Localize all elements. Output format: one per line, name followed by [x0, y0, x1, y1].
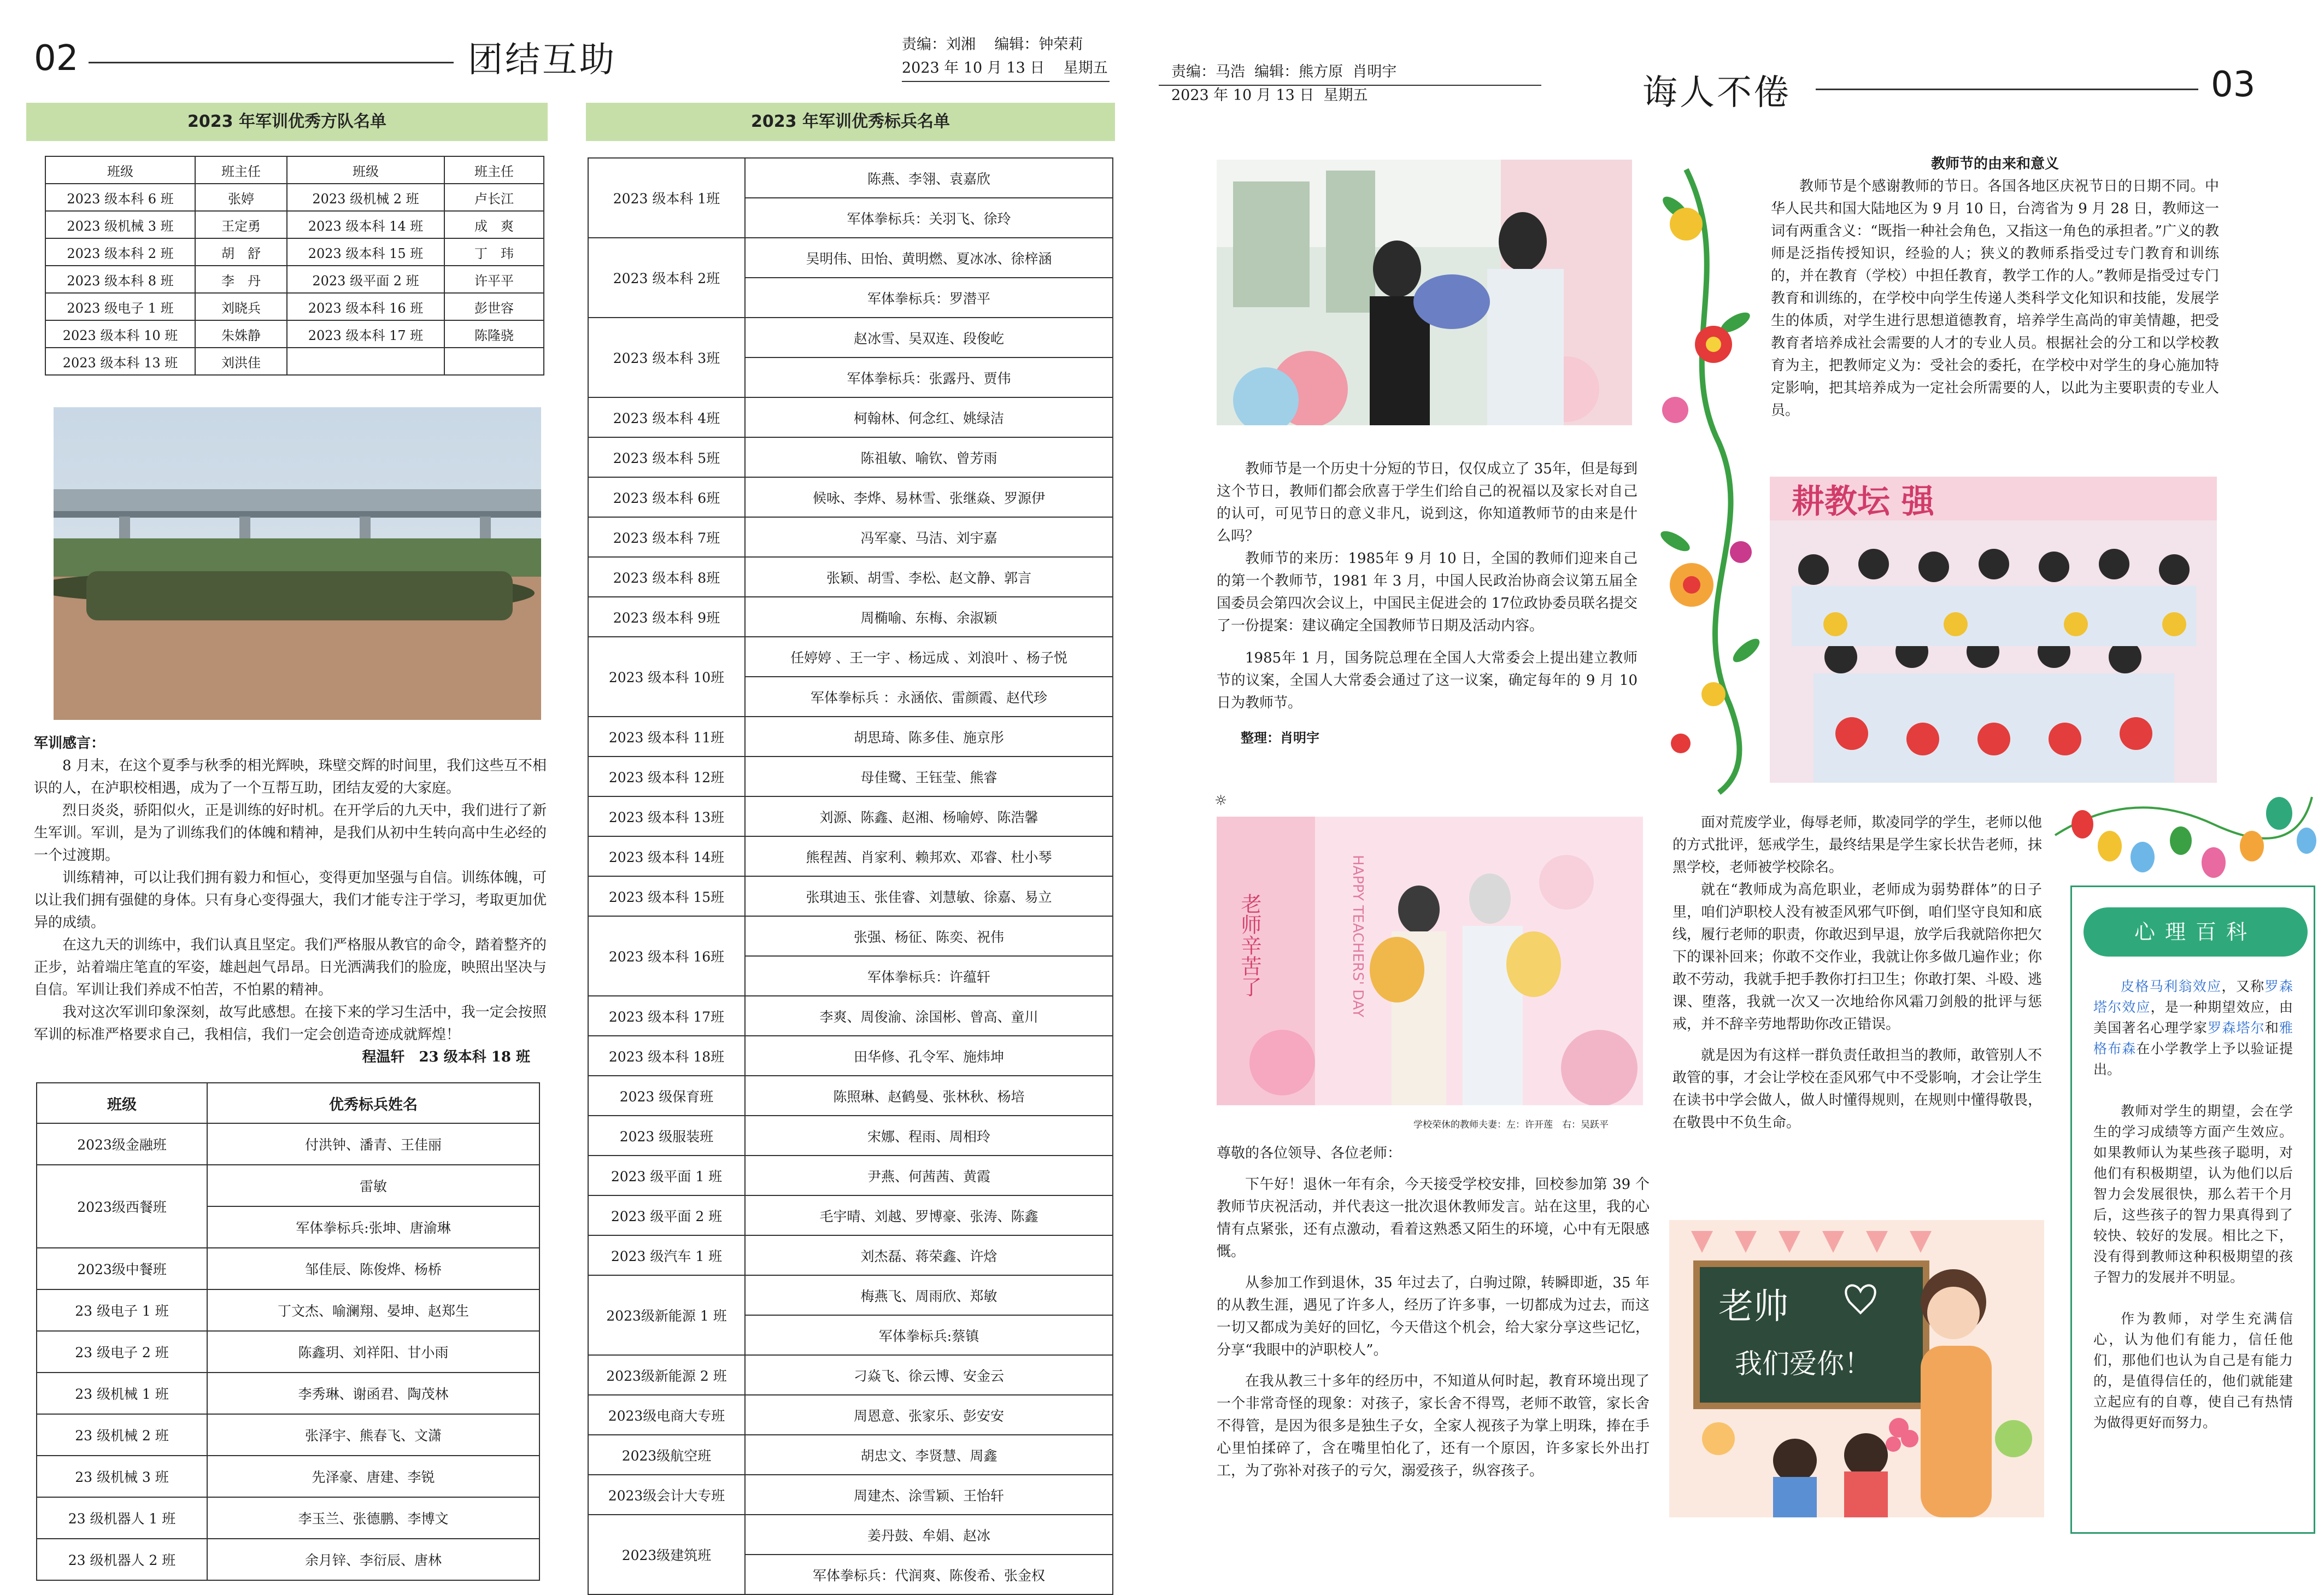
- military-essay: [34, 732, 547, 1069]
- table-row: [45, 184, 544, 211]
- squad-table: [45, 156, 544, 376]
- class-name-cell: 2023 级本科 11班: [588, 717, 745, 757]
- award-ceremony-photo: [1217, 160, 1632, 425]
- standard-banner: 2023 年军训优秀标兵名单: [586, 103, 1115, 141]
- teachers-day-intro: [1217, 458, 1638, 749]
- student-names-cell: 张泽宇、熊春飞、文潇: [207, 1414, 539, 1456]
- rosenthal-link[interactable]: 罗森塔尔: [2208, 1020, 2265, 1036]
- teachers-day-origin: [1771, 153, 2219, 422]
- class-name-cell: 2023 级本科 12班: [588, 757, 745, 796]
- student-names-cell: 李玉兰、张德鹏、李博文: [207, 1497, 539, 1539]
- class-name-cell: 2023 级汽车 1 班: [588, 1235, 745, 1275]
- student-names-cell: 任婷婷 、王一宇 、杨远成 、刘浪叶 、杨子悦: [745, 637, 1113, 677]
- student-names-cell: 张琪迪玉、张佳睿、刘慧敏、徐嘉、易立: [745, 876, 1113, 916]
- squad-header-cell: 班主任: [444, 156, 544, 184]
- squad-cell: 2023 级本科 16 班: [287, 293, 444, 320]
- class-name-cell: 2023级金融班: [37, 1123, 207, 1165]
- squad-cell: 2023 级电子 1 班: [45, 293, 195, 320]
- squad-header-cell: 班主任: [195, 156, 287, 184]
- student-names-cell: 军体拳标兵:蔡镇: [745, 1315, 1113, 1355]
- table-row: [588, 637, 1113, 677]
- speech-paragraph: 在我从教三十多年的经历中，不知道从何时起，教育环境出现了一个非常奇怪的现象：对孩子，家长舍不得骂，老师不敢管，家长舍不得管，是因为很多是独生子女，全家人视孩子为掌上明珠，捧在手心里怕揉碎了，含在嘴里怕化了，还有一个原因，许多家长外出打工，为了弥补对孩子的亏欠，溺爱孩子，纵容孩子。: [1217, 1373, 1650, 1479]
- essay-paragraph: 我对这次军训印象深刻，故写此感想。在接下来的学习生活中，我一定会按照军训的标准严格要求自己，我相信，我们一定会创造奇迹成就辉煌！: [34, 1004, 547, 1043]
- student-names-cell: 邹佳辰、陈俊烨、杨桥: [207, 1248, 539, 1289]
- poster-text: 耕教坛 强: [1792, 483, 1934, 521]
- student-names-cell: 军体拳标兵：罗潜平: [745, 278, 1113, 318]
- student-names-cell: 胡思琦、陈多佳、施京彤: [745, 717, 1113, 757]
- table-row: [37, 1373, 539, 1414]
- banner-vertical-text: 老师辛苦了: [1237, 893, 1261, 997]
- table-row: [588, 876, 1113, 916]
- psychology-title: 心理百科: [2084, 907, 2308, 957]
- student-names-cell: 宋娜、程雨、周相玲: [745, 1116, 1113, 1156]
- student-names-cell: 丁文杰、喻澜翔、晏坤、赵郑生: [207, 1289, 539, 1331]
- class-name-cell: 23 级机械 3 班: [37, 1456, 207, 1497]
- student-names-cell: 张颖、胡雪、李松、赵文静、郭言: [745, 557, 1113, 597]
- class-name-cell: 2023 级本科 1班: [588, 158, 745, 238]
- table-row: [588, 1036, 1113, 1076]
- table-row: [37, 1497, 539, 1539]
- class-name-cell: 2023 级本科 5班: [588, 437, 745, 477]
- speech-paragraph: 面对荒废学业，侮辱老师，欺凌同学的学生，老师以他的方式批评，惩戒学生，最终结果是学生家长状告老师，抹黑学校，老师被学校除名。: [1672, 814, 2043, 876]
- left-editor-line: 责编：刘湘 编辑：钟荣莉: [902, 36, 1083, 53]
- squad-cell: 2023 级平面 2 班: [287, 266, 444, 293]
- table-row: [588, 597, 1113, 637]
- table-row: [588, 557, 1113, 597]
- squad-cell: 朱姝静: [195, 320, 287, 348]
- class-name-cell: 2023 级本科 14班: [588, 836, 745, 876]
- student-names-cell: 胡忠文、李贤慧、周鑫: [745, 1435, 1113, 1475]
- speech-paragraph: 从参加工作到退休，35 年过去了，白驹过隙，转瞬即逝，35 年的从教生涯，遇见了许多人，经历了许多事，一切都成为过去，而这一切又都成为美好的回忆，今天借这个机会，给大家分享这些记忆，分享“我眼中的泸职校人”。: [1217, 1275, 1650, 1358]
- organizer-line: 整理：肖明宇: [1241, 730, 1319, 746]
- student-names-cell: 付洪钟、潘青、王佳丽: [207, 1123, 539, 1165]
- table-row: [588, 916, 1113, 956]
- retired-teachers-photo: [1217, 817, 1643, 1105]
- student-names-cell: 军体拳标兵：许蕴轩: [745, 956, 1113, 996]
- table-row: [588, 1395, 1113, 1435]
- squad-cell: 2023 级本科 10 班: [45, 320, 195, 348]
- table-row: [588, 318, 1113, 357]
- squad-cell: 李 丹: [195, 266, 287, 293]
- speech-paragraph: 就是因为有这样一群负责任敢担当的教师，敢管别人不敢管的事，才会让学校在歪风邪气中不受影响，才会让学生在读书中学会做人，做人时懂得规则，在规则中懂得敬畏，在敬畏中不负生命。: [1672, 1047, 2043, 1131]
- intro-paragraph: 教师节是一个历史十分短的节日，仅仅成立了 35年，但是每到这个节日，教师们都会欣喜于学生们给自己的祝福以及家长对自己的认可，可见节日的意义非凡，说到这，你知道教师节的由来是什么吗？: [1217, 461, 1638, 544]
- pygmalion-link[interactable]: 皮格马利翁效应: [2121, 978, 2222, 994]
- speech-paragraph: 下午好！退休一年有余，今天接受学校安排，回校参加第 39 个教师节庆祝活动，并代表这一批次退休教师发言。站在这里，我的心情有点紧张，还有点激动，看着这熟悉又陌生的环境，心中有无限感慨。: [1217, 1176, 1650, 1260]
- squad-cell: 刘晓兵: [195, 293, 287, 320]
- class-name-cell: 2023 级本科 6班: [588, 477, 745, 517]
- student-names-cell: 陈祖敏、喻钦、曾芳雨: [745, 437, 1113, 477]
- student-names-cell: 柯翰林、何念红、姚绿洁: [745, 397, 1113, 437]
- class-name-cell: 2023 级保育班: [588, 1076, 745, 1116]
- table-row: [37, 1414, 539, 1456]
- class-name-cell: 2023 级本科 18班: [588, 1036, 745, 1076]
- left-page-title: 团结互助: [468, 40, 617, 80]
- col-header-class: 班级: [37, 1083, 207, 1123]
- table-row: [588, 717, 1113, 757]
- teacher-cartoon-illustration: [1669, 1220, 2044, 1517]
- students-group-photo: [1770, 477, 2217, 783]
- balloons-decoration: [2050, 775, 2317, 884]
- banner-english-text: HAPPY TEACHERS' DAY: [1349, 855, 1366, 1018]
- class-name-cell: 23 级机器人 2 班: [37, 1539, 207, 1580]
- squad-cell: 张婷: [195, 184, 287, 211]
- student-names-cell: 雷敏: [207, 1165, 539, 1206]
- table-row: [37, 1331, 539, 1373]
- retiree-speech: [1217, 1142, 1650, 1482]
- squad-header-cell: 班级: [45, 156, 195, 184]
- speech-paragraph: 就在“教师成为高危职业，老师成为弱势群体”的日子里，咱们泸职校人没有被歪风邪气吓倒，咱们坚守良知和底线，履行老师的职责，你敢迟到早退，放学后我就陪你把欠下的课补回来；你敢不交作业，我就让你多做几遍作业；你敢不劳动，我就手把手教你打扫卫生；你敢打架、斗殴、逃课、堕落，我就一次又一次地给你风霜刀剑般的批评与惩戒，并不辞辛劳地帮助你改正错误。: [1672, 882, 2043, 1033]
- table-row: [588, 996, 1113, 1036]
- table-row: [37, 1456, 539, 1497]
- student-names-cell: 刘杰磊、蒋荣鑫、许焓: [745, 1235, 1113, 1275]
- squad-cell: 2023 级本科 14 班: [287, 211, 444, 238]
- squad-cell: 2023 级本科 2 班: [45, 238, 195, 266]
- class-name-cell: 2023级航空班: [588, 1435, 745, 1475]
- retired-photo-caption: 学校荣休的教师夫妻：左：许开莲 右：吴跃平: [1413, 1119, 1609, 1130]
- squad-cell: [287, 348, 444, 375]
- left-header-rule: [89, 62, 454, 63]
- student-names-cell: 李秀琳、谢函君、陶茂林: [207, 1373, 539, 1414]
- table-row: [588, 757, 1113, 796]
- student-names-cell: 陈燕、李翎、袁嘉欣: [745, 158, 1113, 198]
- table-row: [45, 238, 544, 266]
- squad-cell: 2023 级本科 8 班: [45, 266, 195, 293]
- student-names-cell: 赵冰雪、吴双连、段俊屹: [745, 318, 1113, 357]
- right-date-line: 2023 年 10 月 13 日 星期五: [1171, 87, 1368, 104]
- student-names-cell: 张强、杨征、陈奕、祝伟: [745, 916, 1113, 956]
- class-name-cell: 2023 级平面 1 班: [588, 1156, 745, 1195]
- student-names-cell: 尹燕、何茜茜、黄霞: [745, 1156, 1113, 1195]
- table-row: [37, 1539, 539, 1580]
- student-names-cell: 母佳鹭、王钰莹、熊睿: [745, 757, 1113, 796]
- squad-cell: 2023 级机械 3 班: [45, 211, 195, 238]
- psychology-paragraph: 作为教师，对学生充满信心，认为他们有能力，信任他们，那他们也认为自己是有能力的，是值得信任的，他们就能建立起应有的自尊，使自己有热情为做得更好而努力。: [2093, 1311, 2293, 1430]
- origin-paragraph: 教师节是个感谢教师的节日。各国各地区庆祝节日的日期不同。中华人民共和国大陆地区为 9 月 10 日，台湾省为 9 月 28 日，教师这一词有两重含义：“既指一种社会角色，又指这一角色的承担者。”广义的教师是泛指传授知识，经验的人；狭义的教师系指受过专门教育和训练的，并在教育（学校）中担任教育，教学工作的人。”教师是指受过专门教育和训练的，在学校中向学生传递人类科学文化知识和技能，发展学生的体质，对学生进行思想道德教育，培养学生高尚的审美情趣，把受教育者培养成社会需要的人才的专业人员。根据社会的分工和以学校教育为主，把教师定义为：受社会的委托，在学校中对学生的身心施加特定影响，把其培养成为一定社会所需要的人，以此为主要职责的专业人员。: [1771, 178, 2219, 419]
- student-names-cell: 军体拳标兵：张露丹、贾伟: [745, 357, 1113, 397]
- essay-paragraph: 烈日炎炎，骄阳似火，正是训练的好时机。在开学后的九天中，我们进行了新生军训。军训，是为了训练我们的体魄和精神，是我们从初中生转向高中生必经的一个过渡期。: [34, 802, 547, 864]
- student-names-cell: 候咏、李烨、易林雪、张继焱、罗源伊: [745, 477, 1113, 517]
- chalkboard-subtitle: 我们爱你！: [1735, 1348, 1871, 1380]
- table-row: [588, 1435, 1113, 1475]
- class-name-cell: 2023级电商大专班: [588, 1395, 745, 1435]
- squad-cell: 陈隆骁: [444, 320, 544, 348]
- student-names-cell: 田华修、孔令军、施炜坤: [745, 1036, 1113, 1076]
- table-row: [588, 477, 1113, 517]
- class-name-cell: 2023级西餐班: [37, 1165, 207, 1248]
- squad-cell: 刘洪佳: [195, 348, 287, 375]
- student-names-cell: 军体拳标兵：关羽飞、徐玲: [745, 198, 1113, 238]
- table-row: [45, 320, 544, 348]
- table-row: [37, 1289, 539, 1331]
- chalkboard-title: 老帅: [1718, 1287, 1788, 1327]
- right-header-rule: [1816, 89, 2198, 90]
- class-name-cell: 2023 级服装班: [588, 1116, 745, 1156]
- left-header-rule-short: [902, 81, 1110, 82]
- essay-paragraph: 在这九天的训练中，我们认真且坚定。我们严格服从教官的命令，踏着整齐的正步，站着端庄笔直的军姿，雄赳赳气昂昂。日光洒满我们的脸庞，映照出坚决与自信。军训让我们养成不怕苦，不怕累的精神。: [34, 937, 547, 998]
- table-row: [45, 293, 544, 320]
- class-name-cell: 23 级电子 2 班: [37, 1331, 207, 1373]
- student-names-cell: 熊程茜、肖家利、赖邦欢、邓睿、杜小琴: [745, 836, 1113, 876]
- class-name-cell: 2023 级本科 3班: [588, 318, 745, 397]
- right-editor-line: 责编：马浩 编辑：熊方原 肖明宇: [1171, 63, 1397, 80]
- psychology-paragraph-intro: 皮格马利翁效应，又称罗森塔尔效应，是一种期望效应，由美国著名心理学家罗森塔尔和雅格布森在小学教学上予以验证提出。: [2093, 978, 2293, 1077]
- table-row: [588, 1515, 1113, 1555]
- class-name-cell: 2023 级本科 13班: [588, 796, 745, 836]
- squad-cell: 2023 级本科 15 班: [287, 238, 444, 266]
- intro-paragraph: 教师节的来历：1985年 9 月 10 日，全国的教师们迎来自己的第一个教师节，1981 年 3 月，中国人民政治协商会议第五届全国委员会第四次会议上，中国民主促进会的 17位政协委员联名提交了一份提案：建议确定全国教师节日期及活动内容。: [1217, 550, 1638, 634]
- squad-cell: 王定勇: [195, 211, 287, 238]
- class-name-cell: 2023 级平面 2 班: [588, 1195, 745, 1235]
- class-name-cell: 2023级中餐班: [37, 1248, 207, 1289]
- table-row: [588, 1275, 1113, 1315]
- squad-cell: 2023 级机械 2 班: [287, 184, 444, 211]
- class-name-cell: 2023 级本科 7班: [588, 517, 745, 557]
- rosenthal-effect-link[interactable]: 罗森塔尔效应: [2093, 978, 2293, 1015]
- table-row: [588, 158, 1113, 198]
- table-row: [37, 1165, 539, 1206]
- student-names-cell: 毛宇晴、刘越、罗博豪、张涛、陈鑫: [745, 1195, 1113, 1235]
- retiree-speech-continued: [1672, 812, 2042, 1134]
- squad-cell: 胡 舒: [195, 238, 287, 266]
- squad-cell: 2023 级本科 17 班: [287, 320, 444, 348]
- jacobson-link[interactable]: 雅格布森: [2093, 1020, 2293, 1057]
- table-row: [588, 1116, 1113, 1156]
- left-date-line: 2023 年 10 月 13 日 星期五: [902, 60, 1108, 77]
- squad-cell: 成 爽: [444, 211, 544, 238]
- student-names-cell: 梅燕飞、周雨欣、郑敏: [745, 1275, 1113, 1315]
- class-name-cell: 23 级机械 1 班: [37, 1373, 207, 1414]
- standard-table-left: [36, 1082, 540, 1581]
- table-row: [588, 1156, 1113, 1195]
- right-page-number: 03: [2211, 64, 2256, 105]
- table-row: [588, 1355, 1113, 1395]
- student-names-cell: 吴明伟、田怡、黄明燃、夏冰冰、徐梓涵: [745, 238, 1113, 278]
- standard-table-right: [588, 157, 1113, 1595]
- student-names-cell: 刁焱飞、徐云博、安金云: [745, 1355, 1113, 1395]
- intro-paragraph: 1985年 1 月，国务院总理在全国人大常委会上提出建立教师节的议案，全国人大常委会通过了这一议案，确定每年的 9 月 10 日为教师节。: [1217, 650, 1638, 711]
- student-names-cell: 姜丹鼓、牟娟、赵冰: [745, 1515, 1113, 1555]
- class-name-cell: 2023 级本科 2班: [588, 238, 745, 318]
- psychology-paragraph: 教师对学生的期望，会在学生的学习成绩等方面产生效应。如果教师认为某些孩子聪明，对他们有积极期望，认为他们以后智力会发展很快，那么若干个月后，这些孩子的智力果真得到了较快、较好的发展。相比之下，没有得到教师这种积极期望的孩子智力的发展并不明显。: [2093, 1103, 2293, 1285]
- essay-paragraph: 训练精神，可以让我们拥有毅力和恒心，变得更加坚强与自信。训练体魄，可以让我们拥有强健的身体。只有身心变得强大，我们才能专注于学习，考取更加优异的成绩。: [34, 870, 547, 931]
- table-row: [37, 1248, 539, 1289]
- class-name-cell: 2023 级本科 4班: [588, 397, 745, 437]
- military-training-photo: [54, 407, 541, 720]
- class-name-cell: 2023级建筑班: [588, 1515, 745, 1594]
- class-name-cell: 2023 级本科 10班: [588, 637, 745, 717]
- squad-cell: 2023 级本科 6 班: [45, 184, 195, 211]
- student-names-cell: 周恩意、张家乐、彭安安: [745, 1395, 1113, 1435]
- class-name-cell: 2023级新能源 2 班: [588, 1355, 745, 1395]
- table-row: [588, 1076, 1113, 1116]
- psychology-text: [2093, 976, 2293, 1433]
- class-name-cell: 23 级电子 1 班: [37, 1289, 207, 1331]
- student-names-cell: 先泽豪、唐建、李锐: [207, 1456, 539, 1497]
- table-row: [588, 1235, 1113, 1275]
- student-names-cell: 刘源、陈鑫、赵湘、杨喻婷、陈浩馨: [745, 796, 1113, 836]
- left-page-number: 02: [34, 38, 79, 79]
- table-row: [45, 266, 544, 293]
- class-name-cell: 2023 级本科 17班: [588, 996, 745, 1036]
- student-names-cell: 冯军豪、马洁、刘宇嘉: [745, 517, 1113, 557]
- table-row: [588, 397, 1113, 437]
- table-row: [588, 1195, 1113, 1235]
- table-row: [45, 211, 544, 238]
- right-page-title: 诲人不倦: [1642, 73, 1791, 113]
- speech-greeting: 尊敬的各位领导、各位老师：: [1217, 1145, 1402, 1162]
- sun-icon: ☼: [1214, 793, 1228, 809]
- student-names-cell: 军体拳标兵:张坤、唐渝琳: [207, 1206, 539, 1248]
- squad-cell: 彭世容: [444, 293, 544, 320]
- origin-heading: 教师节的由来和意义: [1930, 156, 2059, 172]
- class-name-cell: 2023 级本科 8班: [588, 557, 745, 597]
- squad-banner: 2023 年军训优秀方队名单: [26, 103, 548, 141]
- table-row: [588, 437, 1113, 477]
- class-name-cell: 2023级新能源 1 班: [588, 1275, 745, 1355]
- flower-vine-decoration: [1653, 159, 1768, 798]
- table-row: [45, 348, 544, 375]
- table-row: [588, 796, 1113, 836]
- table-row: [588, 238, 1113, 278]
- table-row: [588, 517, 1113, 557]
- squad-cell: [444, 348, 544, 375]
- student-names-cell: 周椭喻、东梅、余淑颖: [745, 597, 1113, 637]
- student-names-cell: 陈鑫玥、刘祥阳、甘小雨: [207, 1331, 539, 1373]
- essay-paragraph: 8 月末，在这个夏季与秋季的相光辉映，珠壁交辉的时间里，我们这些互不相识的人，在泸职校相遇，成为了一个互帮互助，团结友爱的大家庭。: [34, 758, 547, 796]
- class-name-cell: 23 级机械 2 班: [37, 1414, 207, 1456]
- essay-heading: 军训感言：: [34, 735, 105, 752]
- class-name-cell: 23 级机器人 1 班: [37, 1497, 207, 1539]
- class-name-cell: 2023 级本科 16班: [588, 916, 745, 996]
- class-name-cell: 2023 级本科 15班: [588, 876, 745, 916]
- squad-cell: 2023 级本科 13 班: [45, 348, 195, 375]
- squad-cell: 丁 玮: [444, 238, 544, 266]
- student-names-cell: 军体拳标兵：代润爽、陈俊希、张金权: [745, 1555, 1113, 1594]
- student-names-cell: 李爽、周俊渝、涂国彬、曾高、童川: [745, 996, 1113, 1036]
- student-names-cell: 陈照琳、赵鹤曼、张林秋、杨培: [745, 1076, 1113, 1116]
- class-name-cell: 2023级会计大专班: [588, 1475, 745, 1515]
- squad-cell: 许平平: [444, 266, 544, 293]
- essay-signature: 程温轩 23 级本科 18 班: [362, 1049, 530, 1065]
- table-row: [588, 836, 1113, 876]
- table-row: [588, 1475, 1113, 1515]
- squad-header-cell: 班级: [287, 156, 444, 184]
- student-names-cell: 余月锌、李衍辰、唐林: [207, 1539, 539, 1580]
- class-name-cell: 2023 级本科 9班: [588, 597, 745, 637]
- table-row: [37, 1123, 539, 1165]
- squad-cell: 卢长江: [444, 184, 544, 211]
- student-names-cell: 周建杰、涂雪颖、王怡轩: [745, 1475, 1113, 1515]
- col-header-names: 优秀标兵姓名: [207, 1083, 539, 1123]
- student-names-cell: 军体拳标兵 ：永涵依、雷颜霞、赵代珍: [745, 677, 1113, 717]
